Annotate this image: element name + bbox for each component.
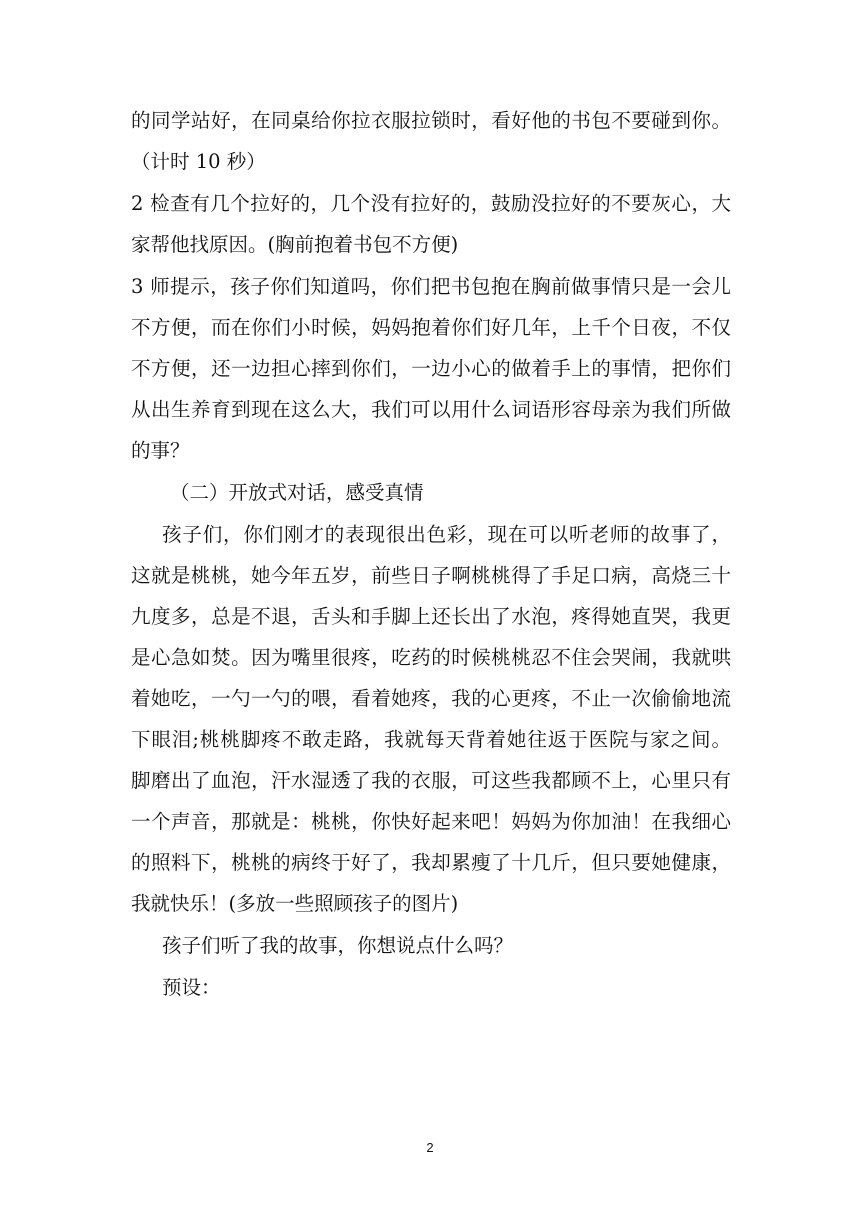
paragraph [131,100,731,182]
text-line: 不方便，还一边担心摔到你们，一边小心的做着手上的事情，把你们 [131,357,731,380]
paragraph [131,266,731,471]
text-line: 从出生养育到现在这么大，我们可以用什么词语形容母亲为我们所做 [131,398,731,421]
text-line: 3 师提示，孩子你们知道吗，你们把书包抱在胸前做事情只是一会儿 [131,275,731,298]
text-line: 孩子们，你们刚才的表现很出色彩，现在可以听老师的故事了， [162,523,731,546]
text-line: 孩子们听了我的故事，你想说点什么吗？ [162,934,514,957]
text-line: 的照料下，桃桃的病终于好了，我却累瘦了十几斤，但只要她健康， [131,851,731,874]
page-number: 2 [426,1140,434,1155]
text-line: 家帮他找原因。(胸前抱着书包不方便) [131,233,459,256]
text-line: 一个声音，那就是：桃桃，你快好起来吧！妈妈为你加油！在我细心 [131,810,731,833]
paragraph [131,514,731,924]
text-line: 的同学站好，在同桌给你拉衣服拉锁时，看好他的书包不要碰到你。 [131,109,731,132]
text-line: （计时 10 秒） [131,150,266,173]
text-line: 2 检查有几个拉好的，几个没有拉好的，鼓励没拉好的不要灰心，大 [131,192,731,215]
document-body [131,100,731,1008]
text-line: 下眼泪;桃桃脚疼不敢走路，我就每天背着她往返于医院与家之间。 [131,728,731,751]
text-line: 不方便，而在你们小时候，妈妈抱着你们好几年，上千个日夜，不仅 [131,316,731,339]
text-line: 是心急如焚。因为嘴里很疼，吃药的时候桃桃忍不住会哭闹，我就哄 [131,646,731,669]
text-line: 着她吃，一勺一勺的喂，看着她疼，我的心更疼，不止一次偷偷地流 [131,687,731,710]
paragraph [131,183,731,265]
paragraph [131,967,731,1008]
section-heading [131,472,731,513]
text-line: 脚磨出了血泡，汗水湿透了我的衣服，可这些我都顾不上，心里只有 [131,769,731,792]
text-line: 的事？ [131,439,190,462]
text-line: 这就是桃桃，她今年五岁，前些日子啊桃桃得了手足口病，高烧三十 [131,564,731,587]
paragraph [131,925,731,966]
text-line: （二）开放式对话，感受真情 [170,481,424,504]
text-line: 九度多，总是不退，舌头和手脚上还长出了水泡，疼得她直哭，我更 [131,605,731,628]
text-line: 预设： [162,976,221,999]
text-line: 我就快乐！(多放一些照顾孩子的图片) [131,892,459,915]
